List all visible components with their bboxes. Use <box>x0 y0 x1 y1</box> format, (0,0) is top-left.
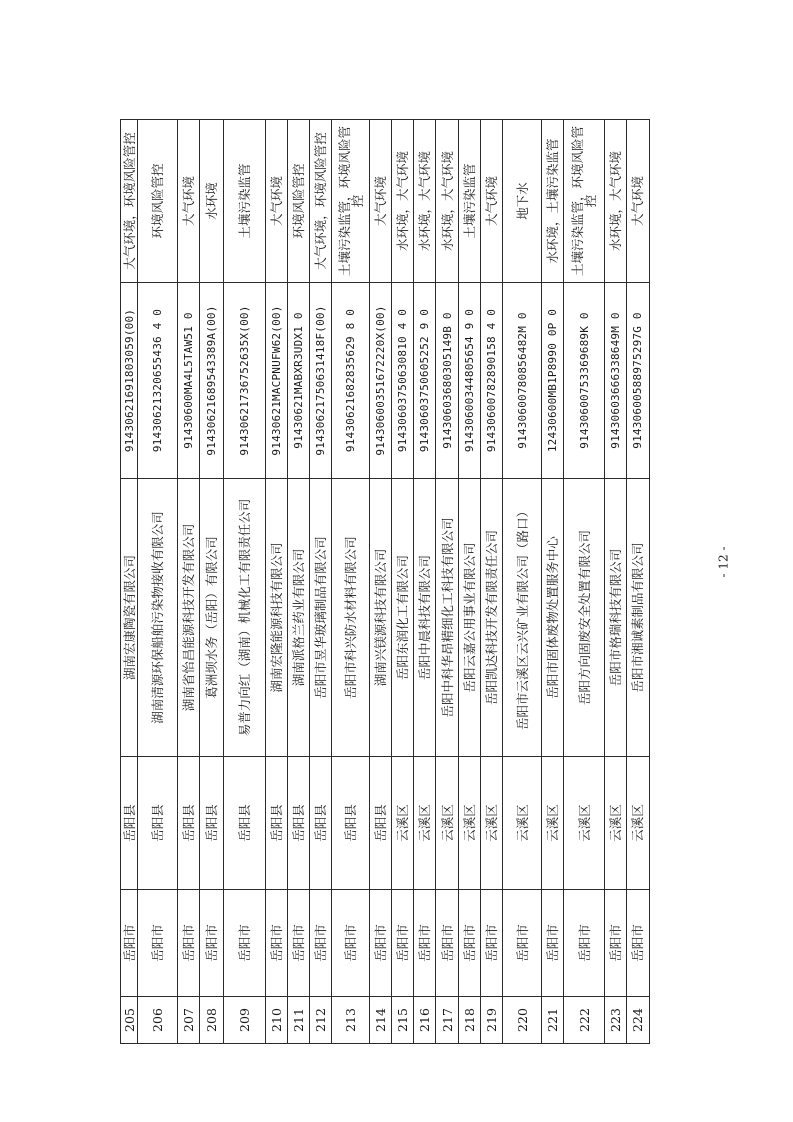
city-cell: 岳阳市 <box>288 890 310 997</box>
category-cell: 大气环境 <box>266 120 288 283</box>
district-cell: 云溪区 <box>436 757 459 890</box>
company-name-cell: 岳阳中科华昂精细化工科技有限公司 <box>436 479 459 757</box>
city-cell: 岳阳市 <box>310 890 332 997</box>
table-row <box>392 120 414 1044</box>
credit-code-cell: 91430621MACPNUFW62(00) <box>266 283 288 479</box>
table-row <box>200 120 223 1044</box>
category-cell: 土壤污染监管 <box>223 120 266 283</box>
category-cell: 水环境，大气环境 <box>414 120 436 283</box>
company-name-cell: 易普力向红（湖南）机械化工有限责任公司 <box>223 479 266 757</box>
credit-code-cell: 91430600753369689K 0 <box>564 283 604 479</box>
credit-code-cell: 91430603680305149B 0 <box>436 283 459 479</box>
district-cell: 云溪区 <box>459 757 481 890</box>
category-cell: 土壤污染监管 <box>459 120 481 283</box>
row-number-cell: 209 <box>223 997 266 1044</box>
row-number-cell: 215 <box>392 997 414 1044</box>
category-cell: 水环境，大气环境 <box>392 120 414 283</box>
category-cell: 大气环境 <box>370 120 392 283</box>
district-cell: 岳阳县 <box>332 757 370 890</box>
row-number-cell: 210 <box>266 997 288 1044</box>
row-number-cell: 219 <box>481 997 503 1044</box>
table-row <box>626 120 649 1044</box>
city-cell: 岳阳市 <box>542 890 564 997</box>
district-cell: 云溪区 <box>564 757 604 890</box>
category-cell: 环境风险管控 <box>138 120 178 283</box>
credit-code-cell: 91430621689543389A(00) <box>200 283 223 479</box>
row-number-cell: 220 <box>503 997 542 1044</box>
company-name-cell: 岳阳凯达科技开发有限责任公司 <box>481 479 503 757</box>
city-cell: 岳阳市 <box>121 890 138 997</box>
table-row <box>121 120 138 1044</box>
company-name-cell: 岳阳东润化工有限公司 <box>392 479 414 757</box>
company-name-cell: 岳阳市云溪区云兴矿业有限公司（路口） <box>503 479 542 757</box>
credit-code-cell: 91430621736752635X(00) <box>223 283 266 479</box>
city-cell: 岳阳市 <box>626 890 649 997</box>
table-row <box>370 120 392 1044</box>
category-cell: 大气环境 <box>481 120 503 283</box>
district-cell: 云溪区 <box>414 757 436 890</box>
company-name-cell: 岳阳市昱华玻璃制品有限公司 <box>310 479 332 757</box>
table-row <box>604 120 626 1044</box>
credit-code-cell: 91430603750605252 9 0 <box>414 283 436 479</box>
company-name-cell: 岳阳云嘉公用事业有限公司 <box>459 479 481 757</box>
district-cell: 云溪区 <box>503 757 542 890</box>
row-number-cell: 214 <box>370 997 392 1044</box>
city-cell: 岳阳市 <box>370 890 392 997</box>
district-cell: 云溪区 <box>392 757 414 890</box>
credit-code-cell: 91430621691803059(00) <box>121 283 138 479</box>
city-cell: 岳阳市 <box>138 890 178 997</box>
table-row <box>332 120 370 1044</box>
credit-code-cell: 91430621750631418F(00) <box>310 283 332 479</box>
category-cell: 土壤污染监管，环境风险管控 <box>332 120 370 283</box>
city-cell: 岳阳市 <box>564 890 604 997</box>
district-cell: 岳阳县 <box>266 757 288 890</box>
row-number-cell: 211 <box>288 997 310 1044</box>
company-name-cell: 岳阳市固体废物处置服务中心 <box>542 479 564 757</box>
company-name-cell: 湖南兴镁源科技有限公司 <box>370 479 392 757</box>
city-cell: 岳阳市 <box>436 890 459 997</box>
table-row <box>436 120 459 1044</box>
table-row <box>288 120 310 1044</box>
credit-code-cell: 91430600344805654 9 0 <box>459 283 481 479</box>
city-cell: 岳阳市 <box>178 890 200 997</box>
credit-code-cell: 91430621682835629 8 0 <box>332 283 370 479</box>
city-cell: 岳阳市 <box>604 890 626 997</box>
company-name-cell: 葛洲坝水务（岳阳）有限公司 <box>200 479 223 757</box>
city-cell: 岳阳市 <box>414 890 436 997</box>
credit-code-cell: 91430600351672220X(00) <box>370 283 392 479</box>
district-cell: 岳阳县 <box>121 757 138 890</box>
company-name-cell: 湖南省怡昌能源科技开发有限公司 <box>178 479 200 757</box>
credit-code-cell: 91430603750630810 4 0 <box>392 283 414 479</box>
district-cell: 云溪区 <box>542 757 564 890</box>
table-row <box>223 120 266 1044</box>
city-cell: 岳阳市 <box>392 890 414 997</box>
row-number-cell: 223 <box>604 997 626 1044</box>
city-cell: 岳阳市 <box>200 890 223 997</box>
credit-code-cell: 91430603666338649M 0 <box>604 283 626 479</box>
table-row <box>178 120 200 1044</box>
company-name-cell: 岳阳市格瑞科技有限公司 <box>604 479 626 757</box>
row-number-cell: 218 <box>459 997 481 1044</box>
city-cell: 岳阳市 <box>459 890 481 997</box>
table-row <box>542 120 564 1044</box>
company-name-cell: 岳阳中晨科技有限公司 <box>414 479 436 757</box>
company-name-cell: 岳阳市湘诚素制品有限公司 <box>626 479 649 757</box>
credit-code-cell: 91430600MA4L5TAW51 0 <box>178 283 200 479</box>
row-number-cell: 213 <box>332 997 370 1044</box>
table-row <box>503 120 542 1044</box>
district-cell: 岳阳县 <box>310 757 332 890</box>
district-cell: 云溪区 <box>626 757 649 890</box>
table-row <box>459 120 481 1044</box>
enterprise-table <box>120 119 650 1044</box>
company-name-cell: 岳阳方向固废安全处置有限公司 <box>564 479 604 757</box>
city-cell: 岳阳市 <box>266 890 288 997</box>
credit-code-cell: 91430621320655436 4 0 <box>138 283 178 479</box>
table-body <box>121 120 650 1044</box>
category-cell: 地下水 <box>503 120 542 283</box>
city-cell: 岳阳市 <box>332 890 370 997</box>
credit-code-cell: 91430600588975297G 0 <box>626 283 649 479</box>
category-cell: 水环境，土壤污染监管 <box>542 120 564 283</box>
table-row <box>138 120 178 1044</box>
category-cell: 水环境，大气环境 <box>604 120 626 283</box>
row-number-cell: 206 <box>138 997 178 1044</box>
row-number-cell: 208 <box>200 997 223 1044</box>
company-name-cell: 湖南宏康陶瓷有限公司 <box>121 479 138 757</box>
row-number-cell: 207 <box>178 997 200 1044</box>
district-cell: 岳阳县 <box>200 757 223 890</box>
district-cell: 岳阳县 <box>138 757 178 890</box>
category-cell: 土壤污染监管，环境风险管控 <box>564 120 604 283</box>
district-cell: 岳阳县 <box>223 757 266 890</box>
category-cell: 大气环境 <box>178 120 200 283</box>
category-cell: 大气环境，环境风险管控 <box>310 120 332 283</box>
row-number-cell: 222 <box>564 997 604 1044</box>
row-number-cell: 224 <box>626 997 649 1044</box>
page-number: - 12 - <box>716 546 731 578</box>
table-row <box>266 120 288 1044</box>
category-cell: 大气环境，环境风险管控 <box>121 120 138 283</box>
table-row <box>564 120 604 1044</box>
category-cell: 水环境，大气环境 <box>436 120 459 283</box>
city-cell: 岳阳市 <box>503 890 542 997</box>
credit-code-cell: 12430600MB1P8990 0P 0 <box>542 283 564 479</box>
row-number-cell: 217 <box>436 997 459 1044</box>
category-cell: 水环境 <box>200 120 223 283</box>
city-cell: 岳阳市 <box>223 890 266 997</box>
credit-code-cell: 91430600782890158 4 0 <box>481 283 503 479</box>
company-name-cell: 湖南清源环保船舶污染物接收有限公司 <box>138 479 178 757</box>
company-name-cell: 湖南派格兰药业有限公司 <box>288 479 310 757</box>
company-name-cell: 湖南宏隆能源科技有限公司 <box>266 479 288 757</box>
district-cell: 岳阳县 <box>288 757 310 890</box>
district-cell: 岳阳县 <box>178 757 200 890</box>
district-cell: 云溪区 <box>481 757 503 890</box>
row-number-cell: 221 <box>542 997 564 1044</box>
table-row <box>481 120 503 1044</box>
category-cell: 大气环境 <box>626 120 649 283</box>
enterprise-table-wrapper <box>120 120 650 1044</box>
district-cell: 岳阳县 <box>370 757 392 890</box>
district-cell: 云溪区 <box>604 757 626 890</box>
row-number-cell: 212 <box>310 997 332 1044</box>
row-number-cell: 205 <box>121 997 138 1044</box>
city-cell: 岳阳市 <box>481 890 503 997</box>
table-row <box>310 120 332 1044</box>
category-cell: 环境风险管控 <box>288 120 310 283</box>
table-row <box>414 120 436 1044</box>
row-number-cell: 216 <box>414 997 436 1044</box>
credit-code-cell: 91430621MABXR3UDX1 0 <box>288 283 310 479</box>
credit-code-cell: 91430600780856482M 0 <box>503 283 542 479</box>
company-name-cell: 岳阳市科兴防水材料有限公司 <box>332 479 370 757</box>
